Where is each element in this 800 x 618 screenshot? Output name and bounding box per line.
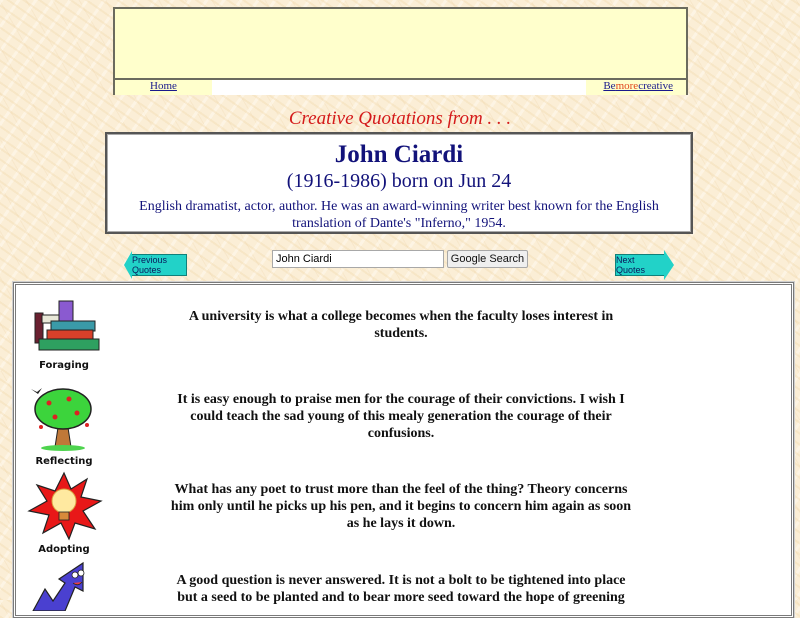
previous-quotes-label: Previous Quotes — [132, 255, 168, 275]
nav-middle-cell — [212, 80, 586, 95]
author-info-box — [105, 132, 693, 234]
author-dates: (1916-1986) born on Jun 24 — [286, 170, 512, 192]
page-kicker: Creative Quotations from . . . — [288, 108, 512, 129]
sidebar-item-adopting[interactable] — [24, 471, 104, 555]
arrow-character-icon — [25, 561, 103, 611]
previous-quotes-button[interactable] — [131, 254, 187, 276]
link-part-be: Be — [603, 80, 616, 92]
sidebar-item-reflecting[interactable] — [24, 383, 104, 467]
quotes-content-box — [13, 282, 794, 618]
quote-item: It is easy enough to praise men for the courage of their convictions. I wish I could teach the sad young of this mealy generation the courage of their confusions. — [177, 392, 625, 441]
author-name: John Ciardi — [334, 141, 464, 168]
top-banner — [113, 7, 688, 95]
home-link[interactable]: Home — [150, 80, 177, 92]
google-search-button[interactable]: Google Search — [447, 250, 528, 268]
search-input[interactable] — [272, 250, 444, 268]
next-quotes-label: Next Quotes — [616, 255, 646, 275]
sidebar-item-label: Adopting — [38, 544, 90, 555]
quote-item: A university is what a college becomes when the faculty loses interest in students. — [188, 309, 614, 341]
nav-left-cell — [115, 80, 212, 95]
nav-right-cell — [586, 80, 686, 95]
sidebar-item-foraging[interactable] — [24, 299, 104, 371]
next-quotes-button[interactable] — [615, 254, 665, 276]
sidebar-item-label: Reflecting — [35, 456, 93, 467]
quote-item: A good question is never answered. It is not a bolt to be tightened into place but a seed to be planted and to bear more seed toward the hope of greening — [176, 573, 626, 605]
link-part-creative: creative — [638, 80, 673, 92]
banner-nav-bar — [115, 78, 686, 95]
sidebar-item-label: Foraging — [39, 360, 89, 371]
books-icon — [25, 299, 103, 357]
author-bio: English dramatist, actor, author. He was an award-winning writer best known for the English translation of Dante's "Inferno," 1954. — [139, 199, 659, 231]
sidebar-item-moving[interactable] — [24, 561, 104, 616]
link-part-more: more — [615, 80, 639, 92]
bemorecreative-link[interactable] — [603, 80, 673, 92]
lightbulb-icon — [25, 471, 103, 541]
banner-ad-area — [115, 9, 686, 78]
quote-item: What has any poet to trust more than the feel of the thing? Theory concerns him only until he picks up his pen, and it begins to concern him again as soon as he lays it down. — [170, 482, 632, 531]
tree-icon — [25, 383, 103, 453]
